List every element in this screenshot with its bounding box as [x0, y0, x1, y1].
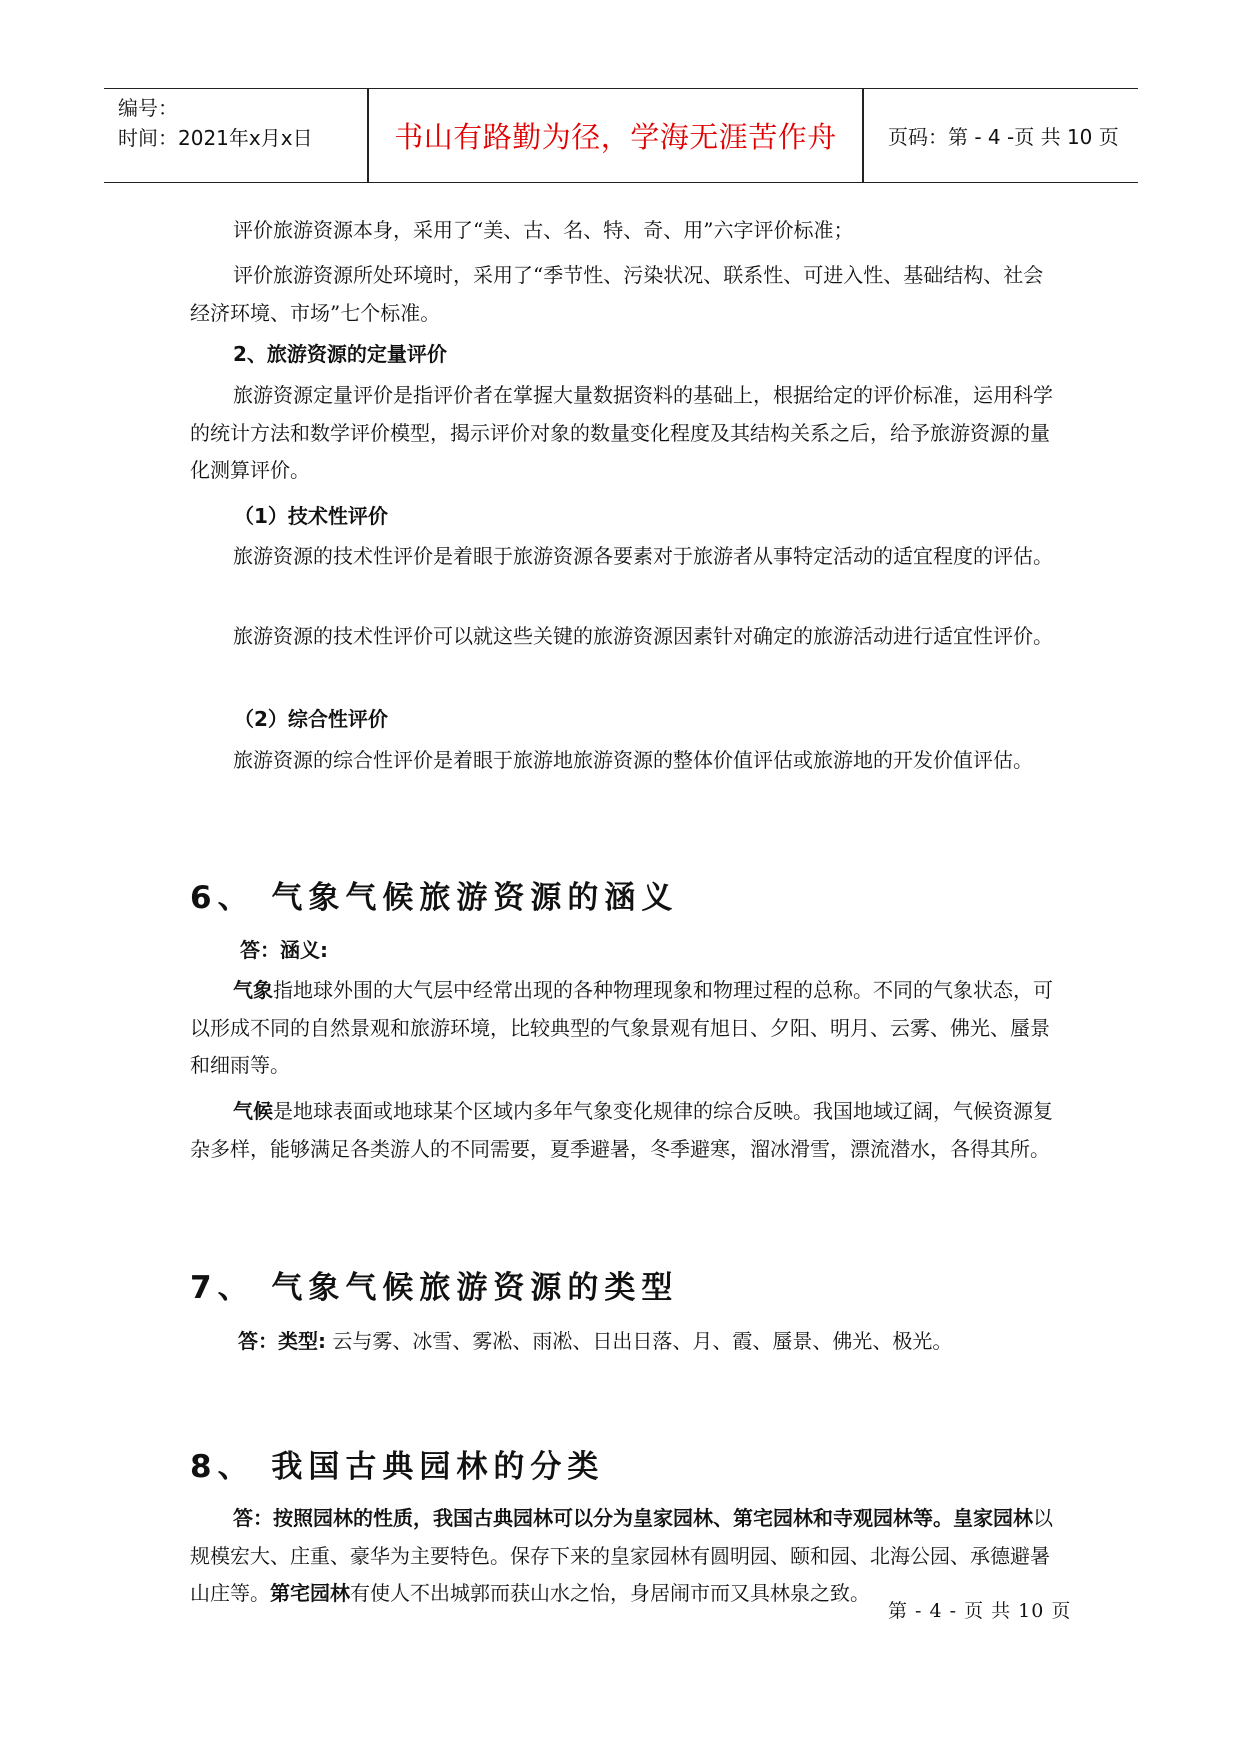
header-table	[104, 88, 1138, 183]
paragraph: 旅游资源的技术性评价可以就这些关键的旅游资源因素针对确定的旅游活动进行适宜性评价。	[233, 624, 1053, 648]
paragraph: 评价旅游资源本身，采用了“美、古、名、特、奇、用”六字评价标准；	[233, 218, 854, 242]
section-subheading: （2）综合性评价	[234, 707, 388, 731]
paragraph: 旅游资源定量评价是指评价者在掌握大量数据资料的基础上，根据给定的评价标准，运用科学的统计方法和数学评价模型，揭示评价对象的数量变化程度及其结构关系之后，给予旅游资源的量化测算评价。	[190, 383, 1053, 482]
header-info	[118, 93, 313, 153]
header-divider	[862, 89, 864, 182]
serial-label: 编号：	[118, 96, 178, 120]
term-definition: 有使人不出城郭而获山水之怡，身居闹市而又具林泉之致。	[350, 1581, 870, 1605]
paragraph	[190, 972, 1060, 1085]
answer-label: 答：类型:	[238, 1329, 326, 1353]
term: 皇家园林	[953, 1506, 1033, 1530]
term: 气象	[233, 978, 273, 1002]
paragraph: 旅游资源的综合性评价是着眼于旅游地旅游资源的整体价值评估或旅游地的开发价值评估。	[233, 748, 1033, 772]
term-definition: 以规模宏大、庄重、豪华为主要特色。保存下来的皇家园林有圆明园、颐和园、北海公园、承德避暑山庄等。	[190, 1506, 1053, 1605]
term-definition: 指地球外围的大气层中经常出现的各种物理现象和物理过程的总称。不同的气象状态，可以形成不同的自然景观和旅游环境，比较典型的气象景观有旭日、夕阳、明月、云雾、佛光、蜃景和细雨等。	[190, 978, 1053, 1077]
question-heading: 7、 气象气候旅游资源的类型	[190, 1270, 679, 1306]
header-motto: 书山有路勤为径，学海无涯苦作舟	[394, 119, 837, 154]
section-subheading: 2、旅游资源的定量评价	[233, 342, 447, 366]
paragraph: 旅游资源的技术性评价是着眼于旅游资源各要素对于旅游者从事特定活动的适宜程度的评估。	[233, 544, 1053, 568]
answer-bold: 答：按照园林的性质，我国古典园林可以分为皇家园林、第宅园林和寺观园林等。	[233, 1506, 953, 1530]
paragraph: 评价旅游资源所处环境时，采用了“季节性、污染状况、联系性、可进入性、基础结构、社会经济环境、市场”七个标准。	[190, 263, 1044, 325]
question-heading: 6、 气象气候旅游资源的涵义	[190, 880, 679, 916]
header-page-info: 页码：第 - 4 -页 共 10 页	[888, 124, 1119, 149]
section-subheading: （1）技术性评价	[234, 504, 388, 528]
term: 气候	[233, 1099, 273, 1123]
answer-line	[238, 1323, 1098, 1361]
paragraph	[190, 1093, 1060, 1168]
time-label: 时间：2021年x月x日	[118, 126, 313, 150]
question-heading: 8、 我国古典园林的分类	[190, 1449, 605, 1485]
term-definition: 是地球表面或地球某个区域内多年气象变化规律的综合反映。我国地域辽阔，气候资源复杂多样，能够满足各类游人的不同需要，夏季避暑，冬季避寒，溜冰滑雪，漂流潜水，各得其所。	[190, 1099, 1053, 1161]
page-footer: 第 - 4 - 页 共 10 页	[888, 1600, 1072, 1622]
answer-label: 答：涵义:	[240, 938, 328, 962]
answer-text: 云与雾、冰雪、雾凇、雨凇、日出日落、月、霞、蜃景、佛光、极光。	[326, 1329, 953, 1353]
term: 第宅园林	[270, 1581, 350, 1605]
